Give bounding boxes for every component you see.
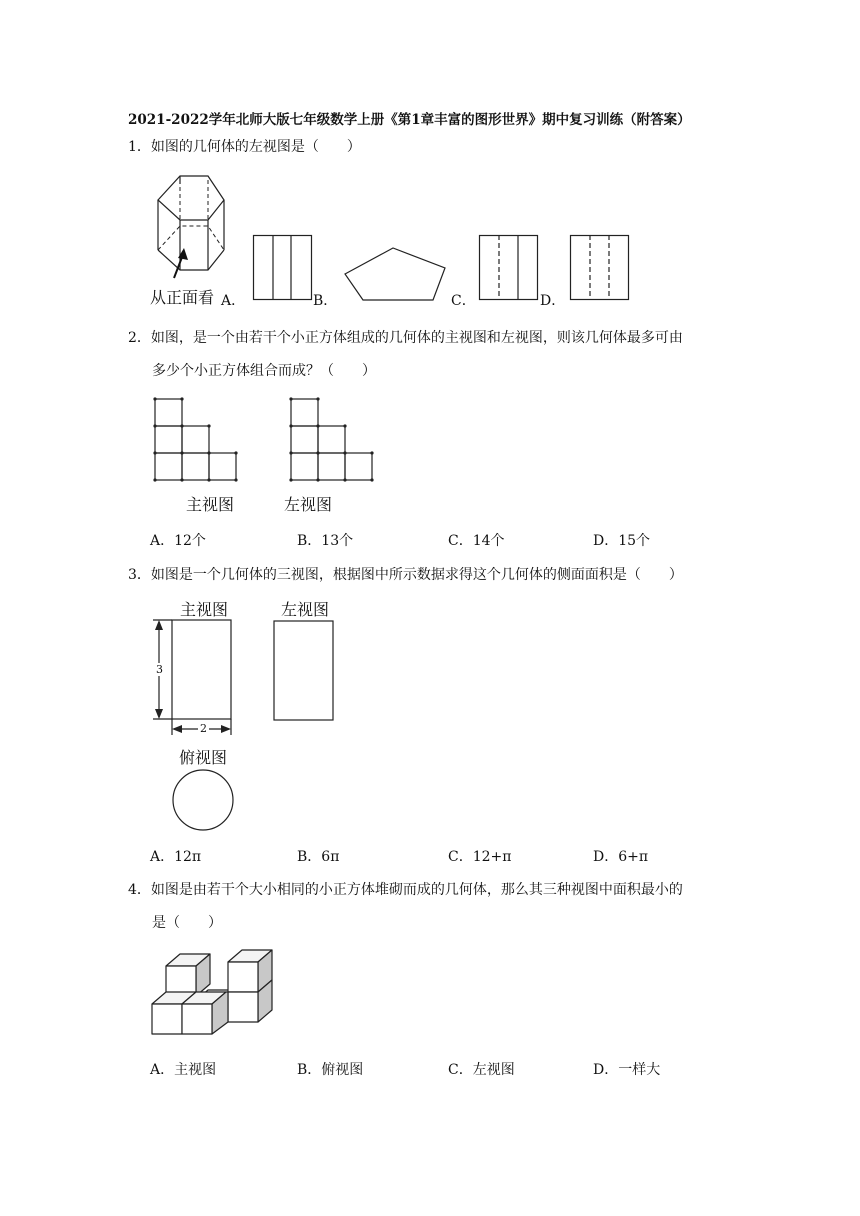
q3-top-view-figure <box>171 768 235 832</box>
q3-width-dimension: 2 <box>200 722 207 735</box>
q2-left-view-grid <box>290 398 374 482</box>
question-2-stem-line2: 多少个小正方体组合而成？（ ） <box>152 363 376 379</box>
q3-left-view-figure <box>273 620 335 722</box>
page-title: 2021-2022学年北师大版七年级数学上册《第1章丰富的图形世界》期中复习训练（附答案） <box>128 112 691 128</box>
q1-option-a-label: A． <box>221 293 246 309</box>
q2-option-b: B．13个 <box>297 533 354 549</box>
q2-option-c: C．14个 <box>448 533 505 549</box>
q3-option-b: B．6π <box>297 849 340 865</box>
q2-option-a: A．12个 <box>150 533 206 549</box>
q3-height-dimension: 3 <box>156 663 163 676</box>
question-2-stem-line1: 2．如图，是一个由若干个小正方体组成的几何体的主视图和左视图，则该几何体最多可由 <box>128 330 683 346</box>
q3-left-view-label: 左视图 <box>281 600 330 619</box>
q2-front-view-label: 主视图 <box>186 495 235 514</box>
q2-left-view-label: 左视图 <box>284 495 333 514</box>
q3-top-view-label: 俯视图 <box>179 748 228 767</box>
question-1-stem: 1．如图的几何体的左视图是（ ） <box>128 139 361 155</box>
q3-option-d: D．6+π <box>593 849 649 865</box>
q4-option-b: B．俯视图 <box>297 1062 364 1078</box>
q3-front-view-figure <box>150 619 240 739</box>
question-4-stem-line1: 4．如图是由若干个大小相同的小正方体堆砌而成的几何体，那么其三种视图中面积最小的 <box>128 882 683 898</box>
q4-option-c: C．左视图 <box>448 1062 515 1078</box>
q1-option-c-figure <box>479 235 539 301</box>
q3-option-a: A．12π <box>150 849 202 865</box>
q1-option-a-figure <box>253 235 313 301</box>
q2-front-view-grid <box>154 398 238 482</box>
q1-hexagonal-prism-figure <box>150 170 230 300</box>
q1-option-b-figure <box>343 246 449 302</box>
q4-stacked-cubes-figure <box>150 946 280 1042</box>
q3-option-c: C．12+π <box>448 849 512 865</box>
q2-option-d: D．15个 <box>593 533 651 549</box>
q1-option-d-figure <box>570 235 630 301</box>
q1-option-b-label: B． <box>313 293 338 309</box>
q4-option-a: A．主视图 <box>150 1062 217 1078</box>
question-4-stem-line2: 是（ ） <box>152 915 222 931</box>
question-3-stem: 3．如图是一个几何体的三视图，根据图中所示数据求得这个几何体的侧面面积是（ ） <box>128 567 683 583</box>
q1-option-c-label: C． <box>451 293 476 309</box>
q1-view-direction-label: 从正面看 <box>150 288 215 307</box>
q4-option-d: D．一样大 <box>593 1062 661 1078</box>
q3-front-view-label: 主视图 <box>180 600 229 619</box>
q1-option-d-label: D． <box>540 293 566 309</box>
